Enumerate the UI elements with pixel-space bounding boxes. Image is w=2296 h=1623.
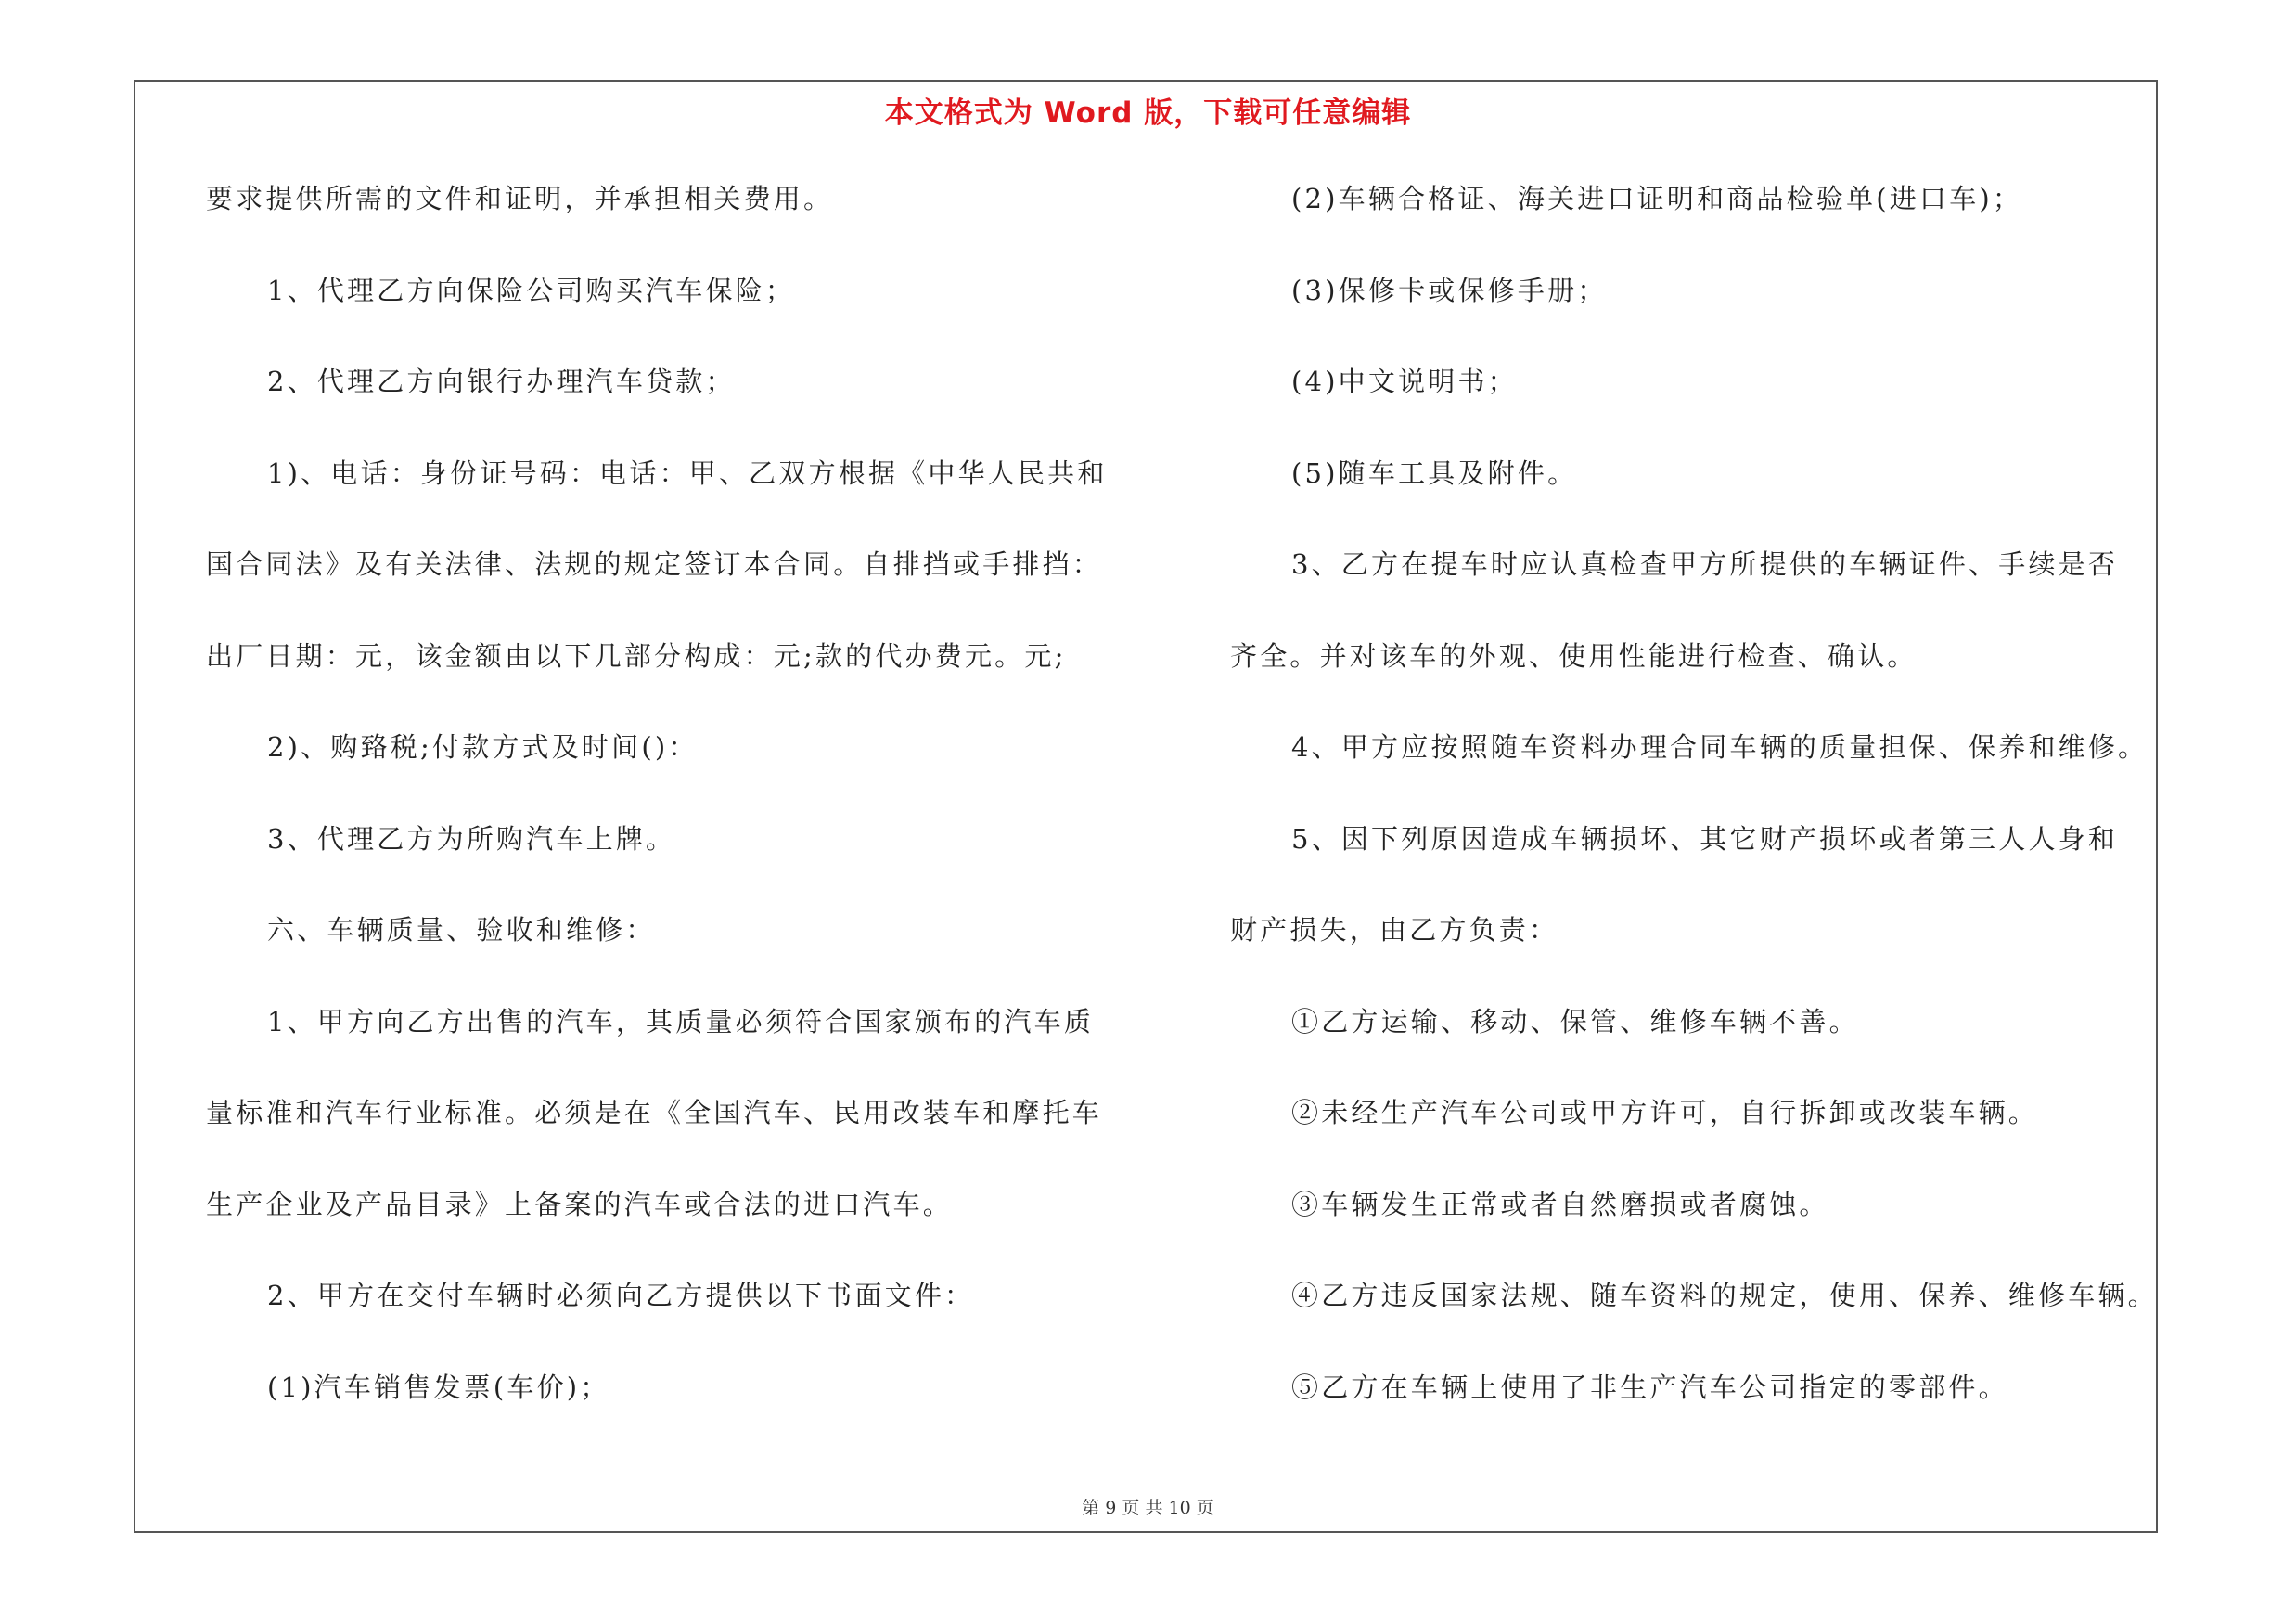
paragraph-line: 出厂日期：元，该金额由以下几部分构成：元;款的代办费元。元; [206, 639, 1067, 672]
paragraph-line: 财产损失，由乙方负责： [1230, 914, 1559, 946]
paragraph-line: ③车辆发生正常或者自然磨损或者腐蚀。 [1291, 1188, 1829, 1220]
paragraph-line: 国合同法》及有关法律、法规的规定签订本合同。自排挡或手排挡： [206, 548, 1103, 580]
paragraph-line: 2、甲方在交付车辆时必须向乙方提供以下书面文件： [267, 1280, 975, 1311]
paragraph-line: ⑤乙方在车辆上使用了非生产汽车公司指定的零部件。 [1291, 1371, 2008, 1403]
paragraph-line: 2、代理乙方向银行办理汽车贷款； [267, 366, 736, 397]
paragraph-line: 六、车辆质量、验收和维修： [267, 914, 656, 946]
paragraph-line: 生产企业及产品目录》上备案的汽车或合法的进口汽车。 [206, 1188, 954, 1220]
paragraph-line: (1)汽车销售发票(车价)； [267, 1371, 610, 1403]
paragraph-line: (4)中文说明书； [1291, 366, 1518, 397]
paragraph-line: 3、乙方在提车时应认真检查甲方所提供的车辆证件、手续是否 [1291, 548, 2119, 580]
paragraph-line: (2)车辆合格证、海关进口证明和商品检验单(进口车)； [1291, 183, 2023, 214]
paragraph-line: 齐全。并对该车的外观、使用性能进行检查、确认。 [1230, 639, 1918, 672]
paragraph-line: 要求提供所需的文件和证明，并承担相关费用。 [206, 183, 834, 214]
paragraph-line: 4、甲方应按照随车资料办理合同车辆的质量担保、保养和维修。 [1291, 731, 2148, 763]
paragraph-line: ①乙方运输、移动、保管、维修车辆不善。 [1291, 1005, 1859, 1037]
format-banner: 本文格式为 Word 版，下载可任意编辑 [884, 97, 1412, 130]
paragraph-line: 量标准和汽车行业标准。必须是在《全国汽车、民用改装车和摩托车 [206, 1097, 1103, 1128]
paragraph-line: 1)、电话：身份证号码：电话：甲、乙双方根据《中华人民共和 [267, 457, 1108, 489]
paragraph-line: 2)、购臵税;付款方式及时间()： [267, 731, 699, 763]
paragraph-line: (5)随车工具及附件。 [1291, 457, 1578, 489]
paragraph-line: 3、代理乙方为所购汽车上牌。 [267, 822, 676, 855]
paragraph-line: ④乙方违反国家法规、随车资料的规定，使用、保养、维修车辆。 [1291, 1280, 2158, 1311]
paragraph-line: (3)保修卡或保修手册； [1291, 274, 1608, 306]
paragraph-line: 5、因下列原因造成车辆损坏、其它财产损坏或者第三人人身和 [1291, 822, 2119, 855]
page-number-footer: 第 9 页 共 10 页 [1082, 1498, 1214, 1518]
paragraph-line: 1、甲方向乙方出售的汽车，其质量必须符合国家颁布的汽车质 [267, 1005, 1095, 1037]
paragraph-line: 1、代理乙方向保险公司购买汽车保险； [267, 274, 796, 306]
paragraph-line: ②未经生产汽车公司或甲方许可，自行拆卸或改装车辆。 [1291, 1097, 2039, 1128]
